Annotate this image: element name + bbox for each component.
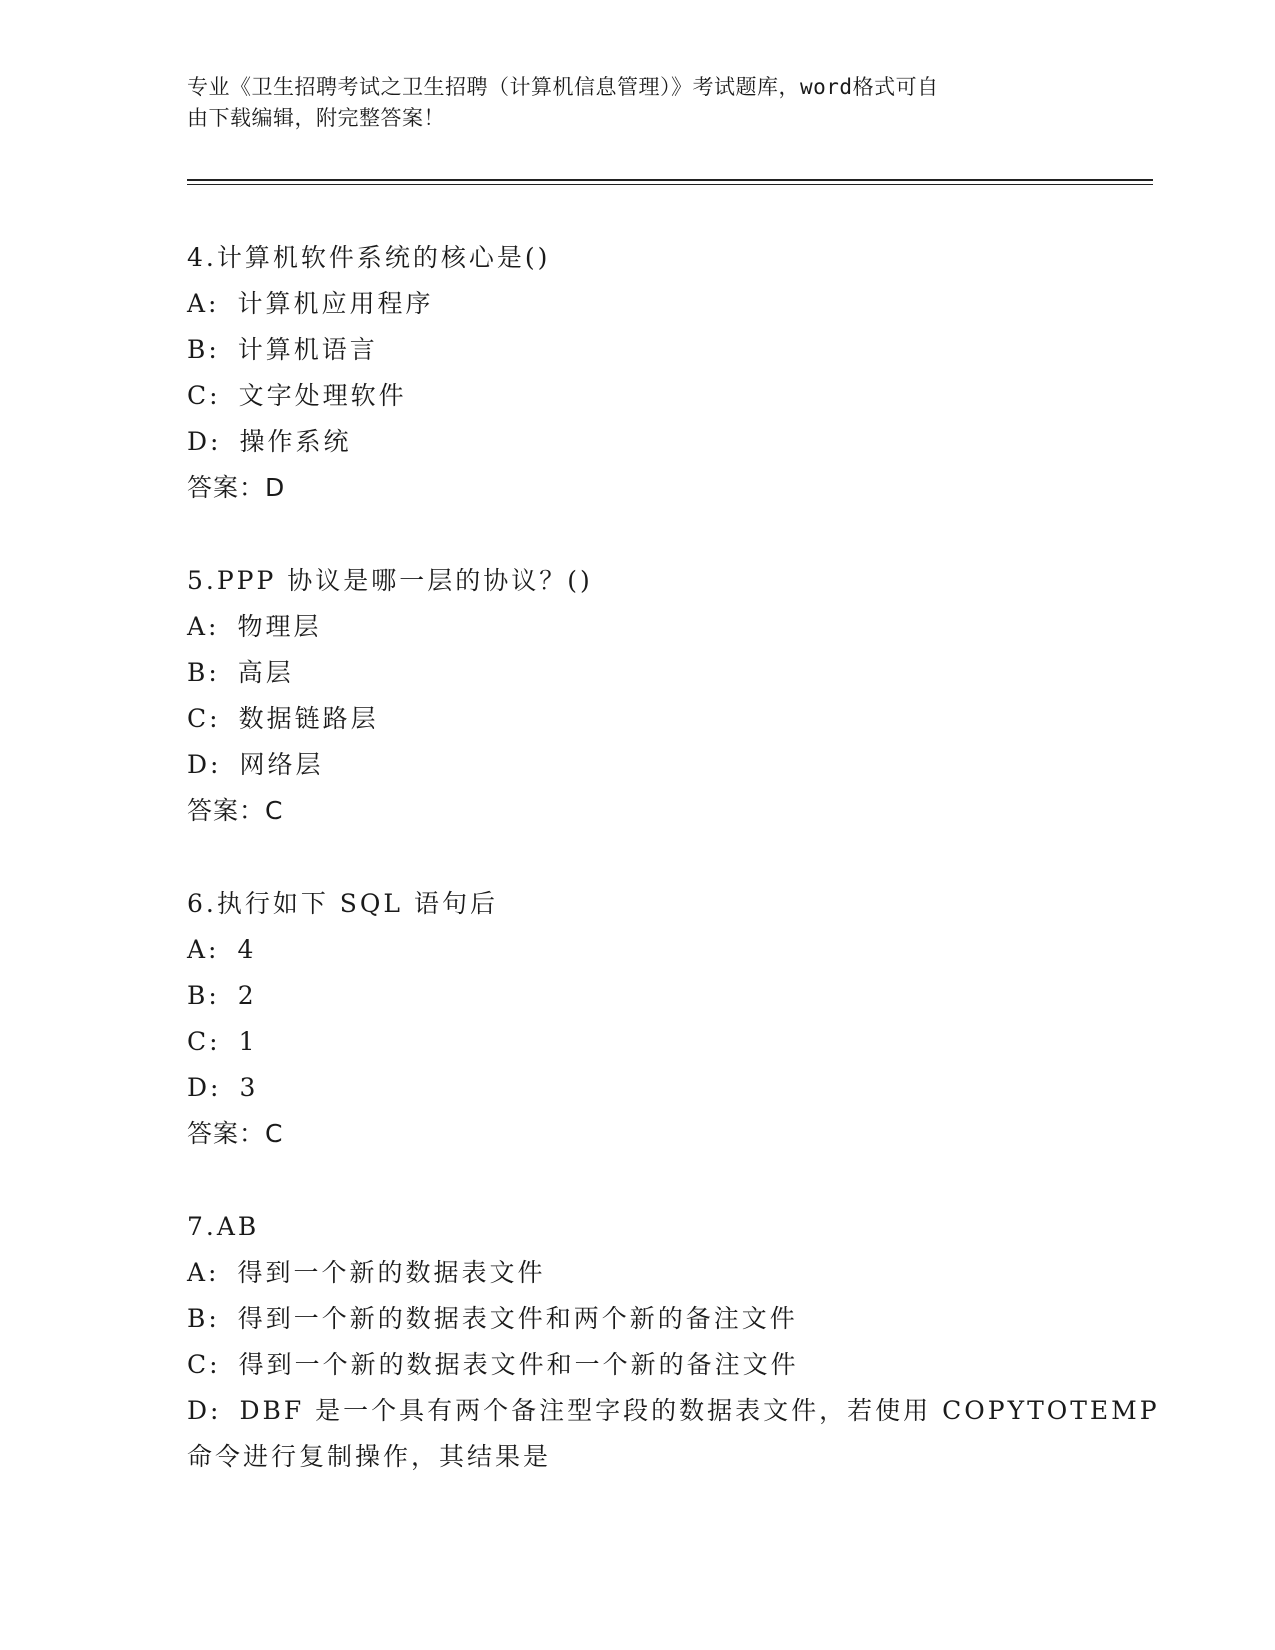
- option-text: 计算机语言: [237, 335, 378, 364]
- option-d: [187, 1065, 1087, 1111]
- option-text: 1: [238, 1027, 258, 1056]
- answer-line: 答案：D: [187, 473, 286, 502]
- option-text: DBF 是一个具有两个备注型字段的数据表文件，若使用 COPYTOTEMP: [239, 1396, 1160, 1425]
- option-key: B:: [187, 335, 220, 364]
- document-header: [187, 72, 1067, 134]
- option-a: [187, 1250, 1087, 1296]
- question-7: [187, 1204, 1160, 1480]
- option-text: 得到一个新的数据表文件: [237, 1258, 546, 1287]
- question-stem: 7.AB: [187, 1212, 260, 1241]
- answer-line: 答案：C: [187, 796, 284, 825]
- option-text: 4: [237, 935, 257, 964]
- header-line-1: 专业《卫生招聘考试之卫生招聘（计算机信息管理）》考试题库，word格式可自: [187, 75, 939, 99]
- option-b: [187, 973, 1087, 1019]
- option-text: 高层: [237, 658, 294, 687]
- option-text: 计算机应用程序: [237, 289, 434, 318]
- option-text: 操作系统: [239, 427, 352, 456]
- option-key: D:: [187, 750, 222, 779]
- option-c: [187, 1342, 1087, 1388]
- option-text: 物理层: [237, 612, 322, 641]
- option-d: [187, 1388, 1160, 1434]
- option-key: A:: [187, 612, 220, 641]
- option-text: 网络层: [239, 750, 324, 779]
- option-key: C:: [187, 1027, 221, 1056]
- option-b: [187, 1296, 1087, 1342]
- header-divider-thin: [187, 184, 1153, 185]
- option-d: [187, 742, 1087, 788]
- question-6: [187, 881, 1087, 1157]
- question-list: [187, 235, 1160, 1527]
- option-d: [187, 419, 1087, 465]
- option-key: C:: [187, 1350, 221, 1379]
- option-key: C:: [187, 704, 221, 733]
- option-key: A:: [187, 935, 220, 964]
- option-key: B:: [187, 981, 220, 1010]
- header-divider-thick: [187, 179, 1153, 181]
- answer-line: 答案：C: [187, 1119, 284, 1148]
- option-text: 数据链路层: [238, 704, 379, 733]
- option-key: B:: [187, 658, 220, 687]
- option-c: [187, 1019, 1087, 1065]
- option-text: 得到一个新的数据表文件和一个新的备注文件: [238, 1350, 799, 1379]
- option-a: [187, 604, 1087, 650]
- option-text: 3: [239, 1073, 259, 1102]
- option-d-continuation: 命令进行复制操作，其结果是: [187, 1442, 552, 1471]
- option-b: [187, 327, 1087, 373]
- question-stem: 6.执行如下 SQL 语句后: [187, 889, 498, 918]
- question-4: [187, 235, 1087, 511]
- option-key: D:: [187, 1396, 222, 1425]
- question-stem: 4.计算机软件系统的核心是(): [187, 243, 551, 272]
- option-key: A:: [187, 1258, 220, 1287]
- option-key: D:: [187, 1073, 222, 1102]
- option-text: 2: [237, 981, 257, 1010]
- option-b: [187, 650, 1087, 696]
- option-key: B:: [187, 1304, 220, 1333]
- option-text: 得到一个新的数据表文件和两个新的备注文件: [237, 1304, 798, 1333]
- option-c: [187, 696, 1087, 742]
- option-text: 文字处理软件: [238, 381, 407, 410]
- option-a: [187, 281, 1087, 327]
- option-a: [187, 927, 1087, 973]
- option-key: A:: [187, 289, 220, 318]
- question-stem: 5.PPP 协议是哪一层的协议？(): [187, 566, 593, 595]
- option-key: D:: [187, 427, 222, 456]
- option-c: [187, 373, 1087, 419]
- question-5: [187, 558, 1087, 834]
- header-line-2: 由下载编辑，附完整答案！: [187, 106, 445, 130]
- option-key: C:: [187, 381, 221, 410]
